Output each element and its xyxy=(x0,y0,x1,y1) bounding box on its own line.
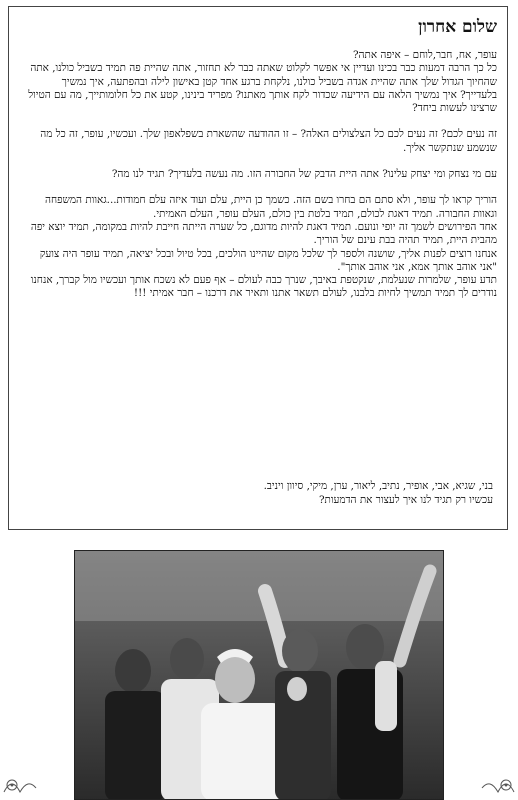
paragraph-grief: כל כך הרבה דמעות כבר בכינו ועדיין אי אפשר לקלוט שאתה כבר לא תחזור, אתה שהיית פה תמיד בשביל כולנו, אתה שהחיוך הגדול שלך אתה שהיית אגדה בשביל כולנו, נלקחת ברגע אחד קטן באישון לילה ובהפתעה, איך נמשיך בלעדייך? איך נמשיך הלאה עם הידיעה שכדור לקח אותך מאתנו? מפריד בינינו, קטע את כל חלומותייך, מה עם הטיול שרצינו לעשות ביחד? xyxy=(28,62,497,115)
signature-closing: עכשיו רק תגיד לנו איך לעצור את הדמעות? xyxy=(318,494,493,506)
signature-names: בני, שגיא, אבי, אופיר, נתיב, ליאור, ערן, מיקי, סיוון ויניב. xyxy=(263,480,493,492)
paragraph-voicemail: זה נעים לכם? זה נעים לכם כל הצלצולים האלה? – זו ההודעה שהשארת בשפלאפון שלך. ועכשיו, עופר, זה כל מה שנשמע שנתקשר אליך. xyxy=(40,128,497,154)
signature-block xyxy=(23,479,493,507)
paragraph-mother: אנחנו רוצים לפנות אליך, שושנה ולספר לך שלכל מקום שהיינו הולכים, בכל טיול ובכל יציאה, תמיד עופר היה צועק "אני אוהב אותך אמא, אני אוהב אותך". xyxy=(39,247,497,273)
group-photo-illustration xyxy=(75,551,444,800)
letter-body xyxy=(23,49,497,301)
paragraph-laughter: עם מי נצחק ומי יצחק עלינו? אתה היית הדבק של החבורה הזו. מה נעשה בלעדיך? תגיד לנו מה? xyxy=(111,168,497,181)
corner-flourish-left-icon xyxy=(2,774,38,796)
page-title: שלום אחרון xyxy=(418,17,497,37)
paragraph-beauty: אחד הפירושים לשמך זה יופי ונועם. תמיד דאגת להיות מדוגם, כל שערה הייתה חייבת להיות במקומה, תמיד יוצא יפה מהבית היית, תמיד תהיה בבת עינם של הוריך. xyxy=(30,220,497,247)
paragraph-name-meaning: הוריך קראו לך עופר, ולא סתם הם בחרו בשם הזה. כשמך כן היית, עלם ועוד איזה עלם חמודות...גאוות המשפחה וגאוות החבורה. תמיד דאגת לכולם, תמיד בלטת בין כולם, העלם עופר, העלם האמיתי. xyxy=(44,194,497,220)
memorial-text-box xyxy=(8,6,508,530)
paragraph-vow: תדע עופר, שלמרות שנעלמת, שנקטפת באיבך, שנרך כבה לעולם – אף פעם לא נשכח אותך ועכשיו מול קברך, אנחנו נודרים לך תמיד תמשיך לחיות בלבנו, לעולם תשאר אתנו ותאיר את דרכנו – חבר אמיתי !!! xyxy=(30,274,497,300)
group-photo xyxy=(74,550,444,800)
greeting-line: עופר, אח, חבר,לוחם – איפה אתה? xyxy=(352,49,497,61)
corner-flourish-right-icon xyxy=(480,774,516,796)
